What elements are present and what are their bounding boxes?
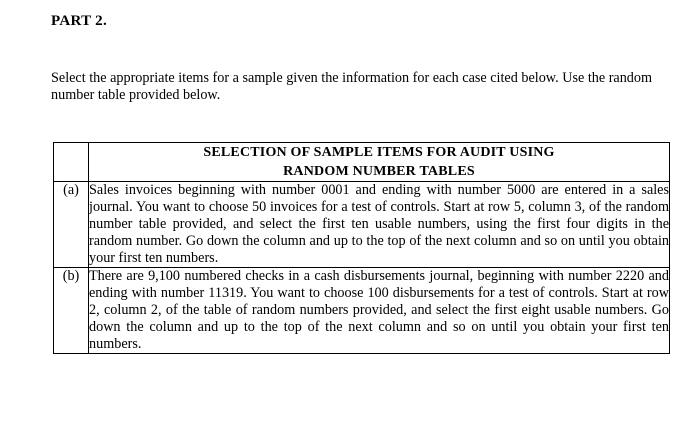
header-label-cell	[54, 143, 89, 182]
table-title-cell	[89, 143, 670, 182]
table-row	[54, 268, 670, 354]
sample-selection-table	[53, 142, 670, 354]
case-text-a: Sales invoices beginning with number 0001 and ending with number 5000 are entered in a sales journal. You want to choose 50 invoices for a test of controls. Start at row 5, column 3, of the random number table provided, and select the first ten usable numbers, using the first four digits in the random number. Go down the column and up to the top of the next column and so on until you obtain your first ten numbers.	[89, 182, 669, 266]
case-label-a: (a)	[54, 182, 89, 268]
page-heading: PART 2.	[51, 13, 108, 29]
instructions-paragraph: Select the appropriate items for a sample given the information for each case cited below. Use the random number table provided below.	[51, 70, 653, 103]
table-title-line-1: SELECTION OF SAMPLE ITEMS FOR AUDIT USING	[203, 145, 555, 160]
table-header-row	[54, 143, 670, 182]
table-row	[54, 182, 670, 268]
case-text-b: There are 9,100 numbered checks in a cash disbursements journal, beginning with number 2220 and ending with number 11319. You want to choose 100 disbursements for a test of controls. Start at row 2, column 2, of the table of random numbers provided, and select the first eight usable numbers. Go down the column and up to the top of the next column and so on until you obtain your first ten numbers.	[89, 268, 669, 352]
case-label-b: (b)	[54, 268, 89, 354]
table-title-line-2: RANDOM NUMBER TABLES	[283, 164, 475, 179]
